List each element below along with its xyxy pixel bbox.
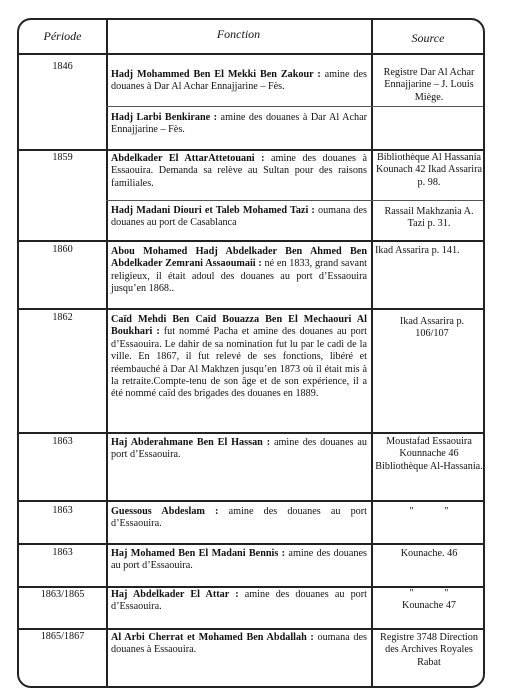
function-cell bbox=[111, 314, 367, 401]
row-divider bbox=[19, 149, 483, 151]
period-cell: 1859 bbox=[52, 152, 73, 163]
function-text: amine des douanes au port d’Essaouira. bbox=[111, 437, 367, 461]
function-cell bbox=[111, 437, 367, 462]
person-name: Haj Mohamed Ben El Madani Bennis : bbox=[111, 548, 286, 559]
row-divider bbox=[19, 628, 483, 630]
period-cell: 1863 bbox=[52, 505, 73, 516]
function-text: amine des douanes à Essaouira. Demanda sa relève au Sultan pour des raisons familiales. bbox=[111, 153, 367, 189]
period-cell: 1863 bbox=[52, 547, 73, 558]
function-cell bbox=[111, 205, 367, 230]
person-name: Hadj Mohammed Ben El Mekki Ben Zakour : bbox=[111, 69, 321, 80]
function-text: oumana des douanes au port de Casablanca bbox=[111, 205, 367, 229]
period-cell: 1863 bbox=[52, 436, 73, 447]
row-divider bbox=[19, 308, 483, 310]
source-cell: Registre Dar Al Achar Ennajjarine – J. Louis Miège. bbox=[383, 67, 475, 103]
header-source: Source bbox=[411, 31, 445, 45]
period-cell: 1862 bbox=[52, 312, 73, 323]
function-cell bbox=[111, 69, 367, 94]
row-divider bbox=[19, 53, 483, 55]
function-cell bbox=[111, 506, 367, 531]
source-cell: Bibliothèque Al Hassania Kounach 42 Ikad Assarira p. 98. bbox=[375, 152, 483, 188]
person-name: Al Arbi Cherrat et Mohamed Ben Abdallah : bbox=[111, 632, 314, 643]
source-cell: Kounache. 46 bbox=[400, 548, 458, 559]
header-periode: Période bbox=[43, 29, 82, 43]
table-frame bbox=[17, 18, 485, 688]
person-name: Abou Mohamed Hadj Abdelkader Ben Ahmed Ben Abdelkader Zemrani Assaoumaii : bbox=[111, 246, 367, 270]
person-name: Abdelkader El AttarAttetouani : bbox=[111, 153, 265, 164]
function-text: amine des douanes au port d’Essaouira. bbox=[111, 548, 367, 572]
source-cell: Moustafad Essaouira Kounnache 46 Bibliothèque Al-Hassania. bbox=[375, 436, 483, 472]
source-cell: Rassail Makhzania A. Tazi p. 31. bbox=[384, 206, 474, 230]
source-cell: " " Kounache 47 bbox=[401, 588, 457, 612]
function-text: fut nommé Pacha et amine des douanes au port d’Essaouira. Le dahir de sa nomination fut lu par le cadi de la ville. En 1867, il fut relevé de ses fonctions, libéré et réembauché à Dar Al Makhzen jusqu’en 1873 où il était mis à la retraite.Compte-tenu de son âge et de son expérience, il a été nommé caïd des brigades des douanes en 1889. bbox=[111, 326, 367, 400]
source-cell: Ikad Assarira p. 106/107 bbox=[399, 316, 465, 340]
period-cell: 1860 bbox=[52, 244, 73, 255]
function-cell bbox=[111, 589, 367, 614]
period-cell: 1863/1865 bbox=[40, 589, 85, 600]
function-cell bbox=[111, 112, 367, 137]
function-text: amine des douanes à Dar Al Achar Ennajjarine – Fès. bbox=[111, 69, 367, 93]
row-divider bbox=[19, 432, 483, 434]
row-divider bbox=[19, 543, 483, 545]
person-name: Caïd Mehdi Ben Caïd Bouazza Ben El Mechaouri Al Boukhari : bbox=[111, 314, 367, 338]
sub-row-divider bbox=[106, 106, 483, 107]
person-name: Guessous Abdeslam : bbox=[111, 506, 219, 517]
function-cell bbox=[111, 246, 367, 296]
person-name: Haj Abderahmane Ben El Hassan : bbox=[111, 437, 271, 448]
person-name: Hadj Madani Diouri et Taleb Mohamed Tazi : bbox=[111, 205, 315, 216]
function-text: né en 1833, grand savant religieux, il était adoul des douanes au port d’Essaouira jusqu’en 1868.. bbox=[111, 258, 367, 295]
function-text: amine des douanes au port d’Essaouira. bbox=[111, 589, 367, 613]
period-cell: 1846 bbox=[52, 61, 73, 72]
row-divider bbox=[19, 500, 483, 502]
function-cell bbox=[111, 153, 367, 190]
row-divider bbox=[19, 240, 483, 242]
header-fonction: Fonction bbox=[216, 27, 261, 41]
function-text: amine des douanes au port d’Essaouira. bbox=[111, 506, 367, 530]
function-cell bbox=[111, 548, 367, 573]
source-cell: Ikad Assarira p. 141. bbox=[375, 245, 460, 256]
source-cell: Registre 3748 Direction des Archives Royales Rabat bbox=[380, 632, 478, 668]
person-name: Hadj Larbi Benkirane : bbox=[111, 112, 218, 123]
source-cell: " " bbox=[409, 506, 449, 517]
function-cell bbox=[111, 632, 367, 657]
function-text: oumana des douanes à Essaouira. bbox=[111, 632, 367, 656]
period-cell: 1865/1867 bbox=[40, 631, 85, 642]
function-text: amine des douanes à Dar Al Achar Ennajjarine – Fès. bbox=[111, 112, 367, 136]
sub-row-divider bbox=[106, 200, 483, 201]
person-name: Haj Abdelkader El Attar : bbox=[111, 589, 239, 600]
